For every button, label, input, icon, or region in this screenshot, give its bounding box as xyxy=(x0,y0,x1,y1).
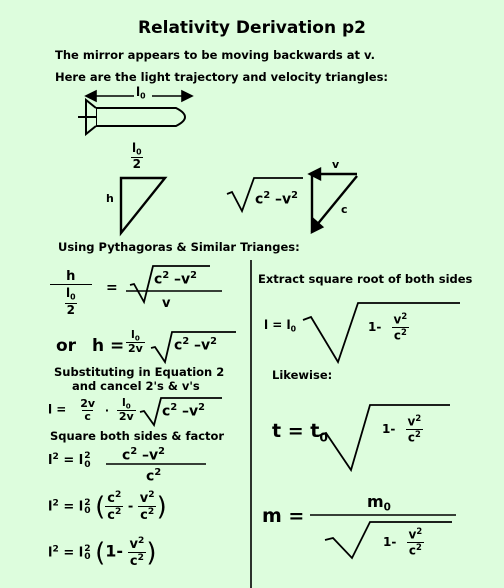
v-label: v xyxy=(332,158,340,171)
t-root-rhs: 1- $\frac{v^2}{c^2}$ xyxy=(382,413,422,445)
extract-heading: Extract square root of both sides xyxy=(258,272,473,286)
h-equation: h = xyxy=(92,336,125,356)
likewise-label: Likewise: xyxy=(272,368,333,382)
intro-line-1: The mirror appears to be moving backwards at v. xyxy=(55,48,375,62)
square-eq-den: $c^2$ xyxy=(146,467,162,485)
half-length-label: $\frac{l_0}{2}$ xyxy=(132,141,142,172)
ratio-equals: = xyxy=(106,280,118,296)
h-sqrt-expr: $c^2$ $-v^2$ xyxy=(174,336,217,354)
m-numerator: $m_0$ xyxy=(367,492,391,514)
h-label: h xyxy=(106,192,114,205)
rocket-icon xyxy=(78,100,185,134)
l-root-lhs: $l = l_0$ xyxy=(264,318,297,334)
m-lhs: m = xyxy=(262,505,305,527)
factor-eq: $l^2 = l$ 2 0 ( $\frac{c^2}{c^2}$ - $\frac{v^2}{c^2}$ ) xyxy=(48,490,167,524)
one-minus-eq: $l^2 = l$ 2 0 (1- $\frac{v^2}{c^2}$ ) xyxy=(48,536,157,570)
or-label: or xyxy=(56,336,77,356)
light-triangle xyxy=(121,178,165,233)
subst-line-1: Substituting in Equation 2 xyxy=(54,365,225,379)
l-subst-sqrt: $c^2$ $-v^2$ xyxy=(162,402,205,420)
m-denominator: 1- $\frac{v^2}{c^2}$ xyxy=(383,526,423,558)
subst-line-2: and cancel 2's & v's xyxy=(72,379,200,393)
ratio-lhs: $\frac{h}{\frac{l_0}{2}}$ xyxy=(50,270,92,317)
l-root-rhs: 1- $\frac{v^2}{c^2}$ xyxy=(368,311,408,343)
c-label: c xyxy=(341,203,348,216)
ratio-rhs-den: v xyxy=(162,296,171,311)
h-frac: $\frac{l_0}{2v}$ xyxy=(128,328,143,356)
ratio-rhs-sqrt: $c^2$ $-v^2$ xyxy=(154,270,197,288)
l-subst-equation: l = $\frac{2v}{c}$ · $\frac{l_0}{2v}$ xyxy=(48,396,134,424)
velocity-triangle xyxy=(310,169,357,232)
page-title: Relativity Derivation p2 xyxy=(138,18,366,38)
square-eq-lhs: $l^2 = l$ 2 0 xyxy=(48,451,91,470)
square-eq-num: $c^2$ $-v^2$ xyxy=(122,446,165,464)
t-root-lhs: $t = t_0$ xyxy=(272,420,328,445)
pythag-heading: Using Pythagoras & Similar Trianges: xyxy=(58,240,300,254)
intro-line-2: Here are the light trajectory and velocity triangles: xyxy=(55,70,389,84)
square-heading: Square both sides & factor xyxy=(50,429,225,443)
rocket-length-label: $l_0$ xyxy=(136,85,146,101)
diagram-sqrt-expr: $c^2$ $-v^2$ xyxy=(255,190,298,208)
